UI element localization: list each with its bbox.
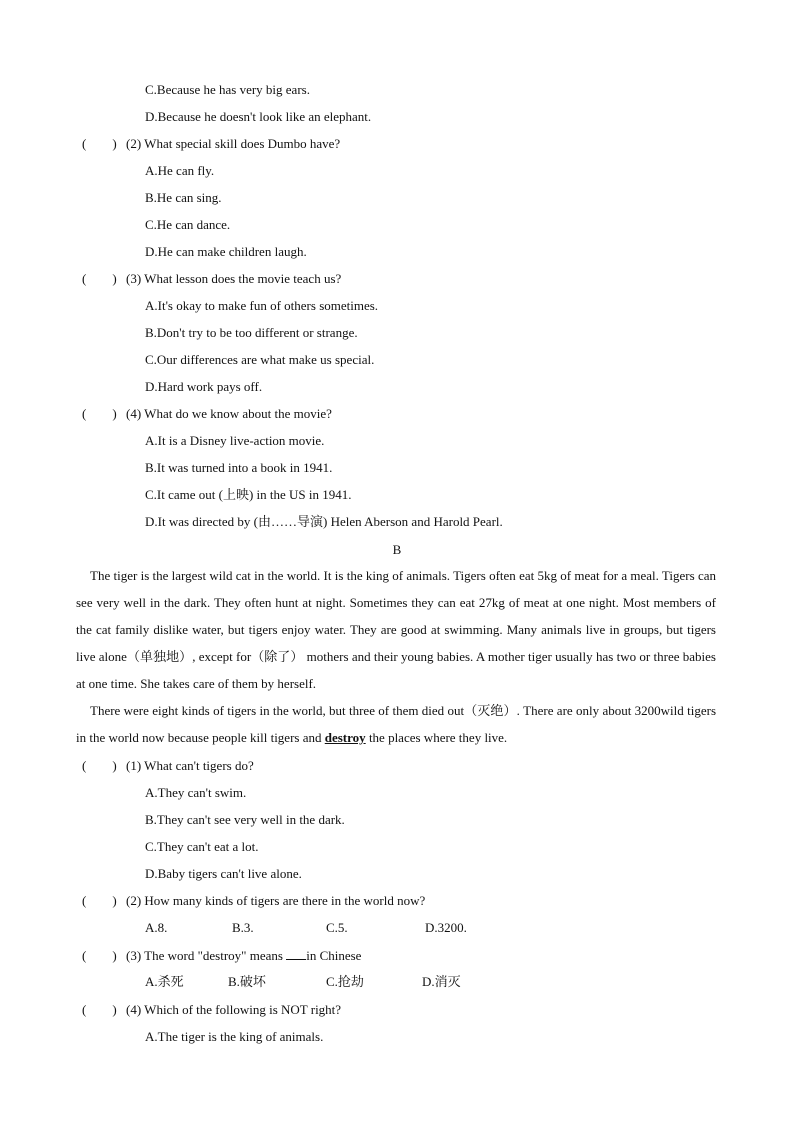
question-text: (2) What special skill does Dumbo have? — [126, 136, 341, 151]
option-c: C.抢劫 — [326, 974, 364, 989]
answer-blank[interactable]: ( ) — [82, 893, 117, 908]
option-c: C.5. — [326, 920, 348, 935]
option-d: D.It was directed by (由……导演) Helen Aberson and Harold Pearl. — [145, 514, 503, 529]
option-a: A.The tiger is the king of animals. — [145, 1029, 324, 1044]
question-b3 — [82, 947, 361, 964]
question-a2 — [82, 136, 340, 152]
question-b1 — [82, 758, 254, 774]
option-d: D.3200. — [425, 920, 467, 935]
highlighted-word: destroy — [324, 730, 366, 745]
option-c: C.Our differences are what make us special. — [145, 352, 375, 367]
option-c: C.Because he has very big ears. — [145, 82, 310, 97]
question-text: (1) What can't tigers do? — [126, 758, 254, 773]
question-a4 — [82, 406, 332, 422]
option-b: B.Don't try to be too different or strange. — [145, 325, 358, 340]
question-text: (3) What lesson does the movie teach us? — [126, 271, 342, 286]
passage-text: the places where they live. — [365, 730, 508, 745]
option-d: D.Because he doesn't look like an elephant. — [145, 109, 372, 124]
question-text: (2) How many kinds of tigers are there in the world now? — [126, 893, 426, 908]
question-text: (4) What do we know about the movie? — [126, 406, 332, 421]
option-d: D.Baby tigers can't live alone. — [145, 866, 302, 881]
fill-blank[interactable] — [286, 947, 306, 960]
question-b2 — [82, 893, 425, 909]
option-a: A.He can fly. — [145, 163, 215, 178]
option-a: A.8. — [145, 920, 168, 935]
option-d: D.消灭 — [422, 974, 461, 989]
option-d: D.Hard work pays off. — [145, 379, 263, 394]
option-b: B.It was turned into a book in 1941. — [145, 460, 333, 475]
question-text — [126, 947, 361, 964]
answer-blank[interactable]: ( ) — [82, 271, 117, 286]
option-c: C.He can dance. — [145, 217, 231, 232]
passage-text: There were eight kinds of tigers in the world, but three of them died out（灭绝）. There are only about 3200wild tigers in the world now because people kill tigers and — [76, 703, 716, 745]
answer-blank[interactable]: ( ) — [82, 136, 117, 151]
option-b: B.He can sing. — [145, 190, 222, 205]
question-a3 — [82, 271, 341, 287]
question-text: (4) Which of the following is NOT right? — [126, 1002, 342, 1017]
section-heading: B — [392, 542, 402, 557]
answer-blank[interactable]: ( ) — [82, 758, 117, 773]
question-b4 — [82, 1002, 341, 1018]
question-text-start: (3) The word "destroy" means — [126, 948, 283, 963]
option-a: A.They can't swim. — [145, 785, 247, 800]
option-a: A.It is a Disney live-action movie. — [145, 433, 325, 448]
option-d: D.He can make children laugh. — [145, 244, 307, 259]
passage-paragraph-2 — [76, 697, 716, 751]
option-c: C.It came out (上映) in the US in 1941. — [145, 487, 352, 502]
option-b: B.破坏 — [228, 974, 266, 989]
passage-paragraph-1: The tiger is the largest wild cat in the world. It is the king of animals. Tigers often eat 5kg of meat for a meal. Tigers can see very well in the dark. They often hunt at night. Sometimes they can eat 27kg of meat at one night. Most members of the cat family dislike water, but tigers enjoy water. They are good at swimming. Many animals live in groups, but tigers live alone（单独地）, except for（除了） mothers and their young babies. A mother tiger usually has two or three babies at one time. She takes care of them by herself. — [76, 568, 716, 691]
option-c: C.They can't eat a lot. — [145, 839, 259, 854]
option-a: A.杀死 — [145, 974, 184, 989]
option-b: B.3. — [232, 920, 254, 935]
answer-blank[interactable]: ( ) — [82, 406, 117, 421]
answer-blank[interactable]: ( ) — [82, 1002, 117, 1017]
answer-blank[interactable]: ( ) — [82, 948, 117, 963]
question-text-end: in Chinese — [306, 948, 362, 963]
option-b: B.They can't see very well in the dark. — [145, 812, 345, 827]
option-a: A.It's okay to make fun of others sometimes. — [145, 298, 379, 313]
